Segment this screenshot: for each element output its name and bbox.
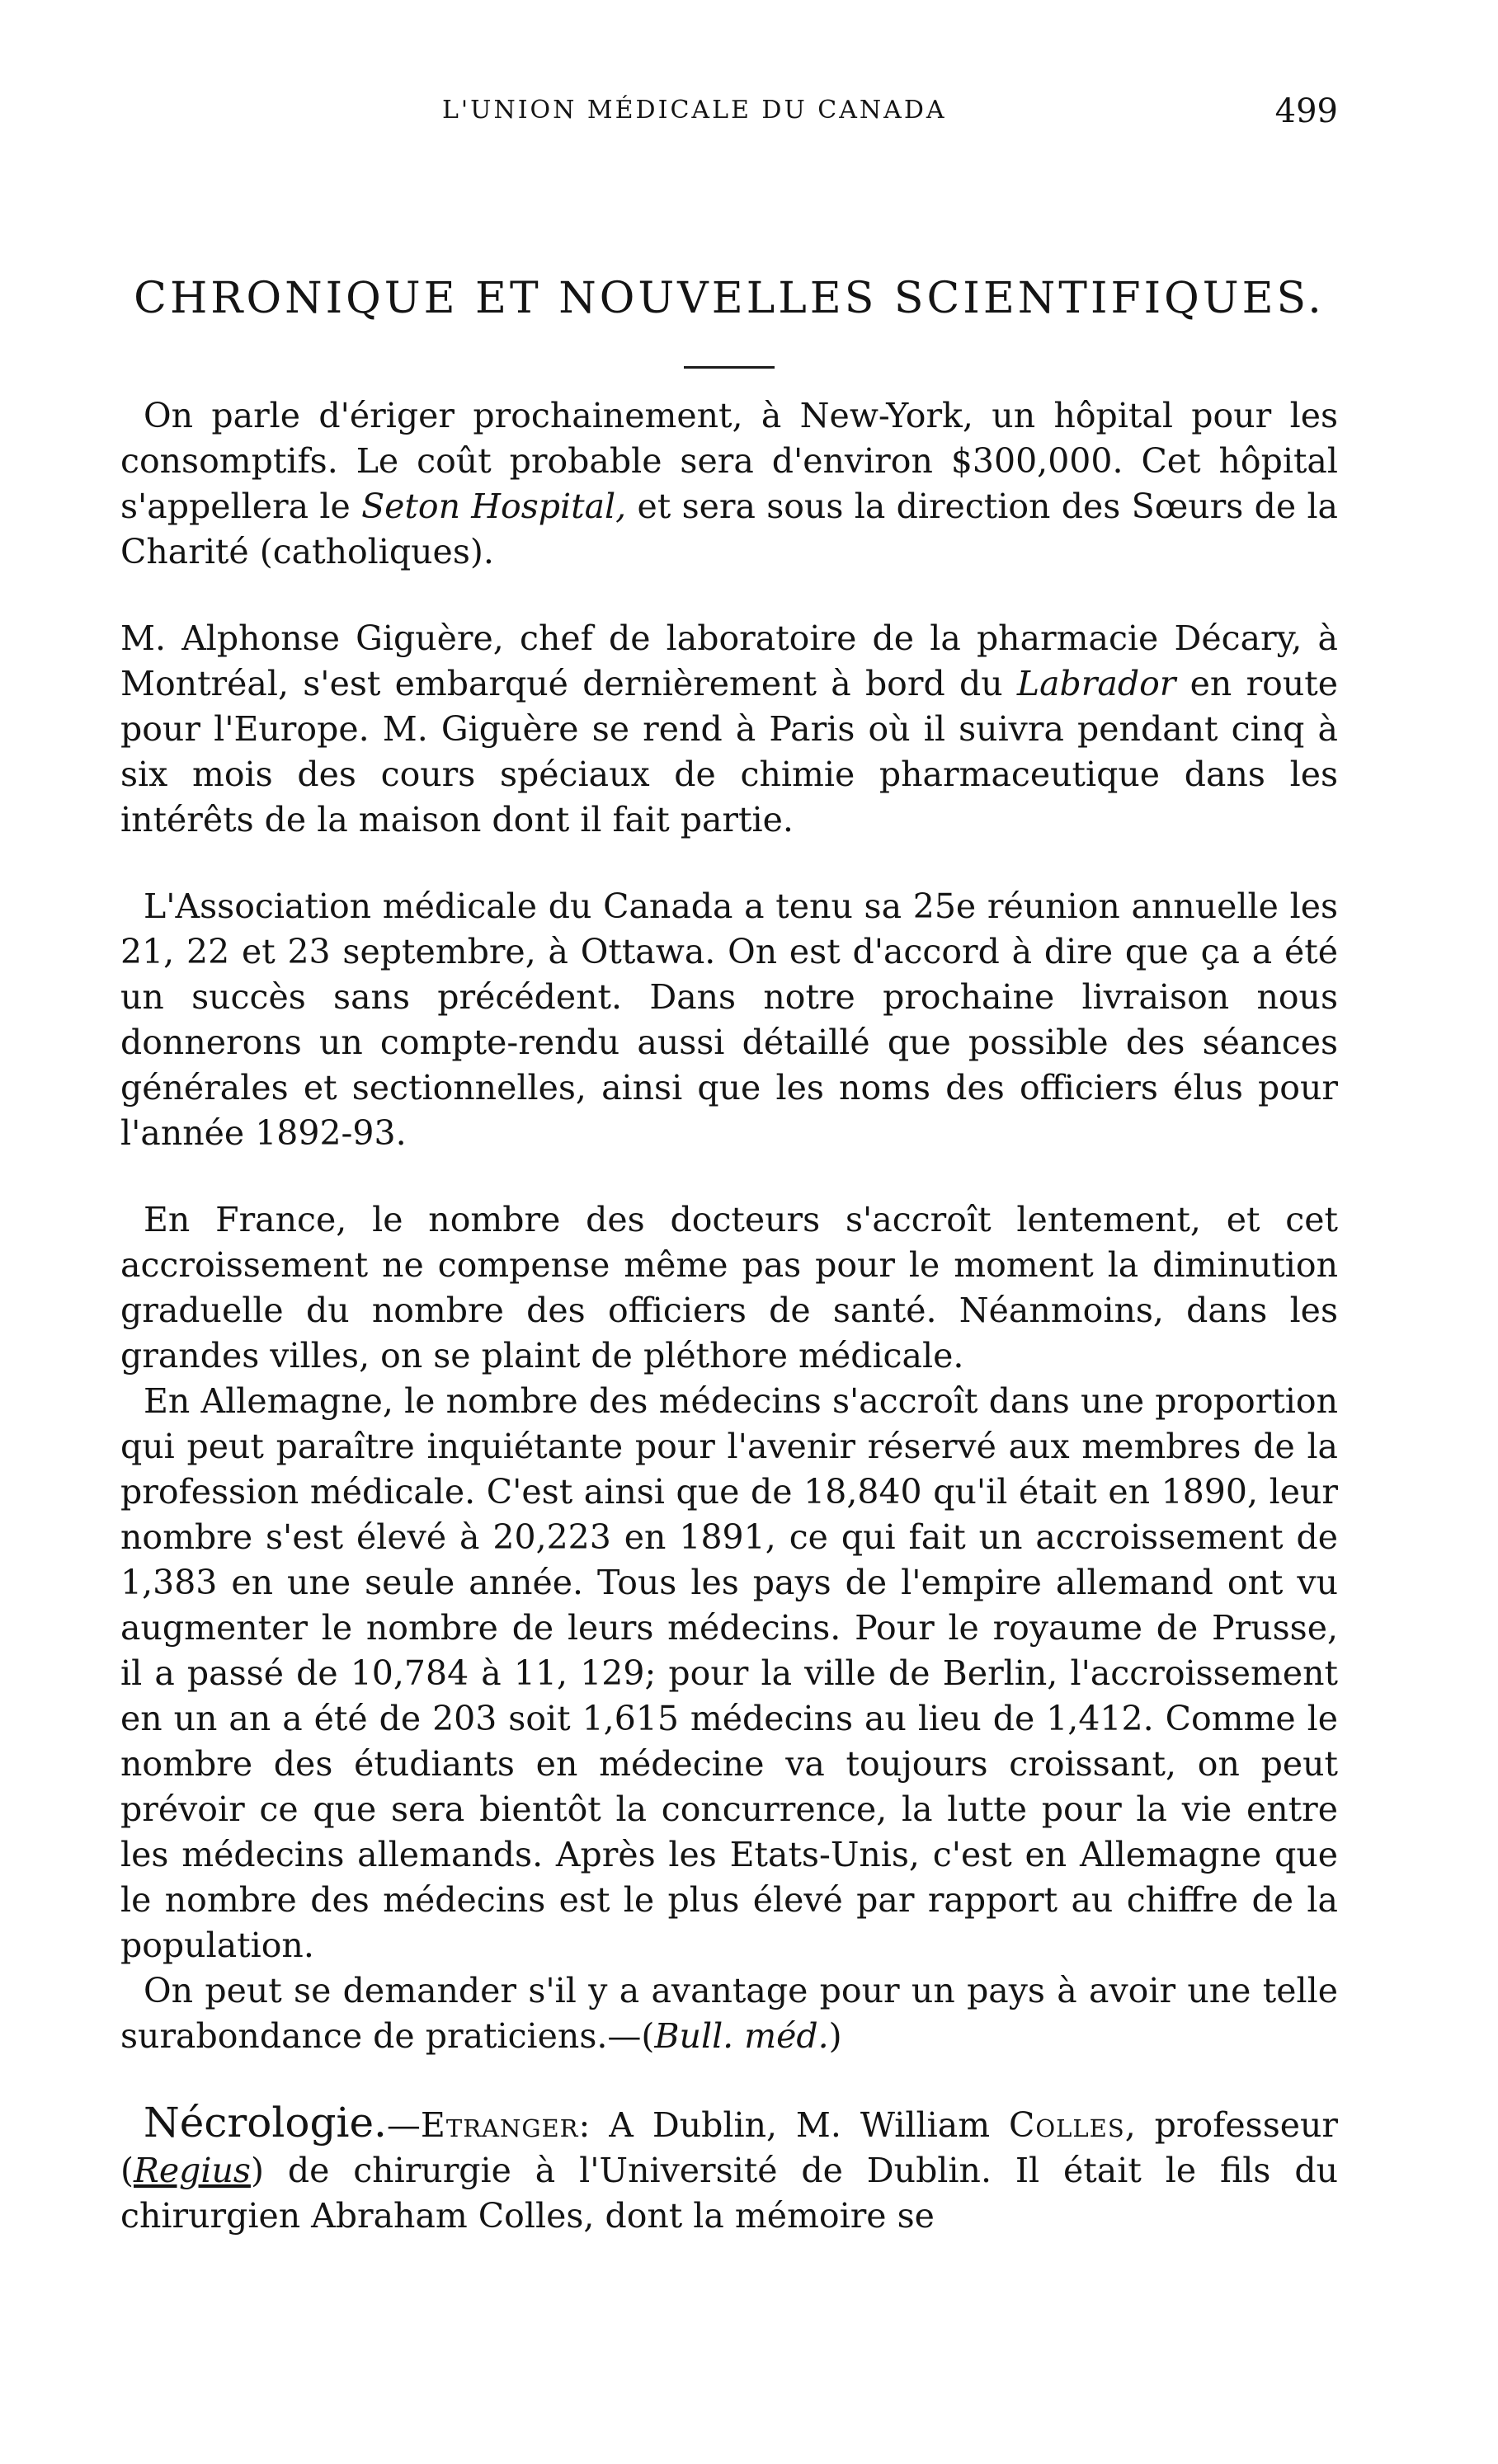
paragraph-allemagne: En Allemagne, le nombre des médecins s'accroît dans une proportion qui peut paraître inquiétante pour l'avenir réservé aux membres de la profession médicale. C'est ainsi que de 18,840 qu'il était en 1890, leur nombre s'est élevé à 20,223 en 1891, ce qui fait un accroissement de 1,383 en une seule année. Tous les pays de l'empire allemand ont vu augmenter le nombre de leurs médecins. Pour le royaume de Prusse, il a passé de 10,784 à 11, 129; pour la ville de Berlin, l'accroissement en un an a été de 203 soit 1,615 médecins au lieu de 1,412. Comme le nombre des étudiants en médecine va toujours croissant, on peut prévoir ce que sera bientôt la concurrence, la lutte pour la vie entre les médecins allemands. Après les Etats-Unis, c'est en Allemagne que le nombre des médecins est le plus élevé par rapport au chiffre de la population. [120, 1381, 1338, 1965]
page-number: 499 [1274, 92, 1338, 130]
page [120, 92, 1338, 2239]
title-rule [684, 366, 775, 369]
page-header [120, 92, 1338, 142]
paragraph-france: En France, le nombre des docteurs s'accroît lentement, et cet accroissement ne compense même pas pour le moment la diminution graduelle du nombre des officiers de santé. Néanmoins, dans les grandes villes, on se plaint de pléthore médicale. [120, 1200, 1338, 1375]
paragraph-giguere: M. Alphonse Giguère, chef de laboratoire de la pharmacie Décary, à Montréal, s'est embarqué dernièrement à bord du Labrador en route pour l'Europe. M. Giguère se rend à Paris où il suivra pendant cinq à six mois des cours spéciaux de chimie pharmaceutique dans les intérêts de la maison dont il fait partie. [120, 618, 1339, 839]
paragraph-necrologie: Nécrologie.—Etranger: A Dublin, M. William Colles, professeur (Regius) de chirurgie à l'Université de Dublin. Il était le fils du chirurgien Abraham Colles, dont la mémoire se [120, 2099, 1338, 2236]
article-body [120, 393, 1338, 2239]
paragraph-hospital: On parle d'ériger prochainement, à New-York, un hôpital pour les consomptifs. Le coût probable sera d'environ $300,000. Cet hôpital s'appellera le Seton Hospital, et sera sous la direction des Sœurs de la Charité (catholiques). [120, 396, 1339, 571]
paragraph-surabondance: On peut se demander s'il y a avantage pour un pays à avoir une telle surabondance de praticiens.—(Bull. méd.) [120, 1971, 1338, 2056]
necrologie-heading: Nécrologie. [144, 2099, 387, 2147]
section-title: CHRONIQUE ET NOUVELLES SCIENTIFIQUES. [134, 274, 1325, 323]
paragraph-association: L'Association médicale du Canada a tenu sa 25e réunion annuelle les 21, 22 et 23 septembre, à Ottawa. On est d'accord à dire que ça a été un succès sans précédent. Dans notre prochaine livraison nous donnerons un compte-rendu aussi détaillé que possible des séances générales et sectionnelles, ainsi que les noms des officiers élus pour l'année 1892-93. [120, 886, 1338, 1153]
running-title: L'UNION MÉDICALE DU CANADA [442, 96, 947, 125]
